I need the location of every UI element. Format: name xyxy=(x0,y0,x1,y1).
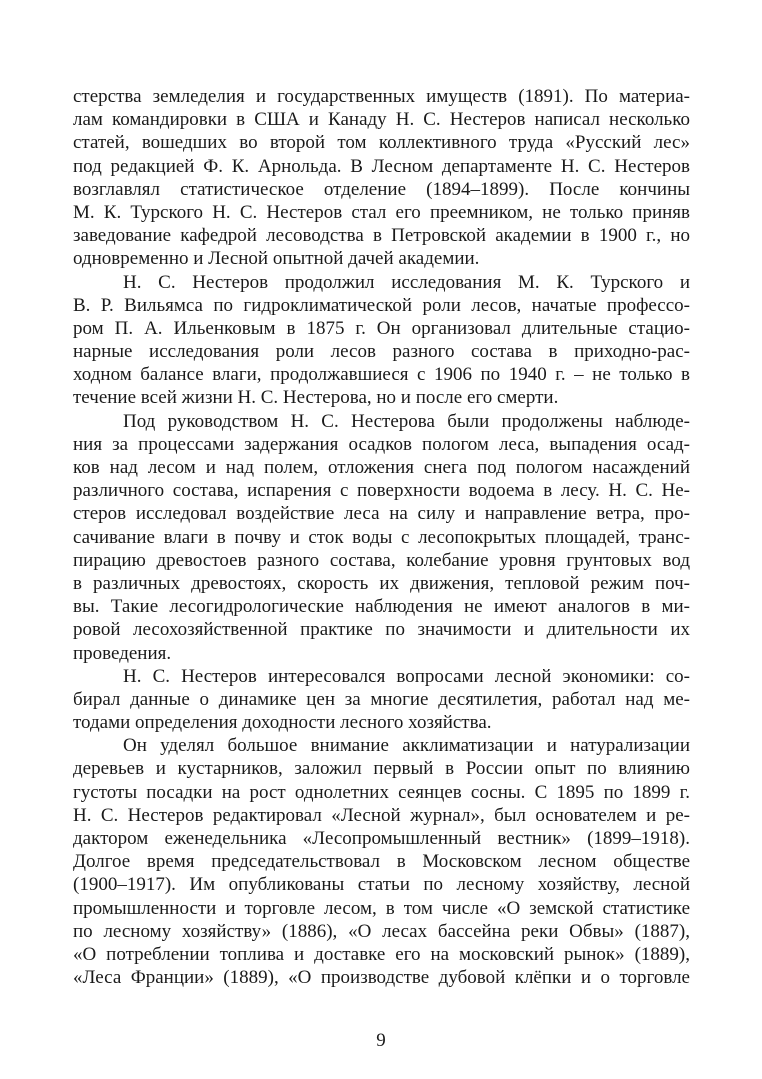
text-line: дактором еженедельника «Лесопромышленный вестник» (1899–1918). xyxy=(73,828,690,849)
text-line: сачивание влаги в почву и сток воды с лесопокрытых площадей, транс- xyxy=(73,526,690,548)
text-line: «О потреблении топлива и доставке его на московский рынок» (1889), xyxy=(73,943,690,965)
text-line: ков над лесом и над полем, отложения снега под пологом насаждений xyxy=(73,457,690,478)
text-line: бирал данные о динамике цен за многие десятилетия, работал над ме- xyxy=(73,688,690,710)
page-body-text xyxy=(73,85,690,989)
text-line: Под руководством Н. С. Нестерова были продолжены наблюде- xyxy=(123,410,690,432)
text-line: стеров исследовал воздействие леса на силу и направление ветра, про- xyxy=(73,503,690,525)
text-line: В. Р. Вильямса по гидроклиматической роли лесов, начатые профессо- xyxy=(73,294,690,316)
text-line: пирацию древостоев разного состава, колебание уровня грунтовых вод xyxy=(73,549,690,571)
text-line: М. К. Турского Н. С. Нестеров стал его преемником, не только приняв xyxy=(73,201,690,223)
text-line: Долгое время председательствовал в Московском лесном обществе xyxy=(73,851,690,873)
text-line: под редакцией Ф. К. Арнольда. В Лесном департаменте Н. С. Нестеров xyxy=(73,155,690,177)
text-line: ходном балансе влаги, продолжавшиеся с 1906 по 1940 г. – не только в xyxy=(73,364,690,386)
text-line: «Леса Франции» (1889), «О производстве дубовой клёпки и о торговле xyxy=(73,967,690,989)
text-line: промышленности и торговле лесом, в том числе «О земской статистике xyxy=(73,897,690,919)
text-line: статей, вошедших во второй том коллективного труда «Русский лес» xyxy=(73,132,690,154)
text-line: лам командировки в США и Канаду Н. С. Нестеров написал несколько xyxy=(73,109,690,131)
text-line: одновременно и Лесной опытной дачей академии. xyxy=(73,248,480,270)
text-line: ровой лесохозяйственной практике по значимости и длительности их xyxy=(73,619,690,641)
text-line: деревьев и кустарников, заложил первый в России опыт по влиянию xyxy=(73,758,690,780)
text-line: по лесному хозяйству» (1886), «О лесах бассейна реки Обвы» (1887), xyxy=(73,920,690,942)
text-line: стерства земледелия и государственных имуществ (1891). По материа- xyxy=(73,86,690,107)
text-line: тодами определения доходности лесного хозяйства. xyxy=(73,712,492,734)
text-line: вы. Такие лесогидрологические наблюдения не имеют аналогов в ми- xyxy=(73,596,690,618)
text-line: Н. С. Нестеров продолжил исследования М. К. Турского и xyxy=(123,271,690,293)
paragraph xyxy=(73,410,690,665)
text-line: Он уделял большое внимание акклиматизации и натурализации xyxy=(123,735,690,757)
text-line: (1900–1917). Им опубликованы статьи по лесному хозяйству, лесной xyxy=(73,874,690,896)
text-line: ром П. А. Ильенковым в 1875 г. Он организовал длительные стацио- xyxy=(73,317,690,339)
text-line: Н. С. Нестеров редактировал «Лесной журнал», был основателем и ре- xyxy=(73,804,690,826)
text-line: различного состава, испарения с поверхности водоема в лесу. Н. С. Не- xyxy=(73,480,690,502)
text-line: ния за процессами задержания осадков пологом леса, выпадения осад- xyxy=(73,433,690,455)
text-line: Н. С. Нестеров интересовался вопросами лесной экономики: со- xyxy=(123,665,690,687)
text-line: нарные исследования роли лесов разного состава в приходно-рас- xyxy=(73,341,690,363)
text-line: возглавлял статистическое отделение (1894–1899). После кончины xyxy=(73,178,690,200)
paragraph xyxy=(73,665,690,735)
text-line: в различных древостоях, скорость их движения, тепловой режим поч- xyxy=(73,572,690,594)
page-number: 9 xyxy=(376,1030,386,1051)
paragraph xyxy=(73,85,690,271)
text-line: течение всей жизни Н. С. Нестерова, но и после его смерти. xyxy=(73,387,559,409)
paragraph xyxy=(73,271,690,410)
paragraph xyxy=(73,734,690,989)
text-line: густоты посадки на рост однолетних сеянцев сосны. С 1895 по 1899 г. xyxy=(73,781,690,803)
text-line: проведения. xyxy=(73,642,172,664)
text-line: заведование кафедрой лесоводства в Петровской академии в 1900 г., но xyxy=(73,225,690,247)
